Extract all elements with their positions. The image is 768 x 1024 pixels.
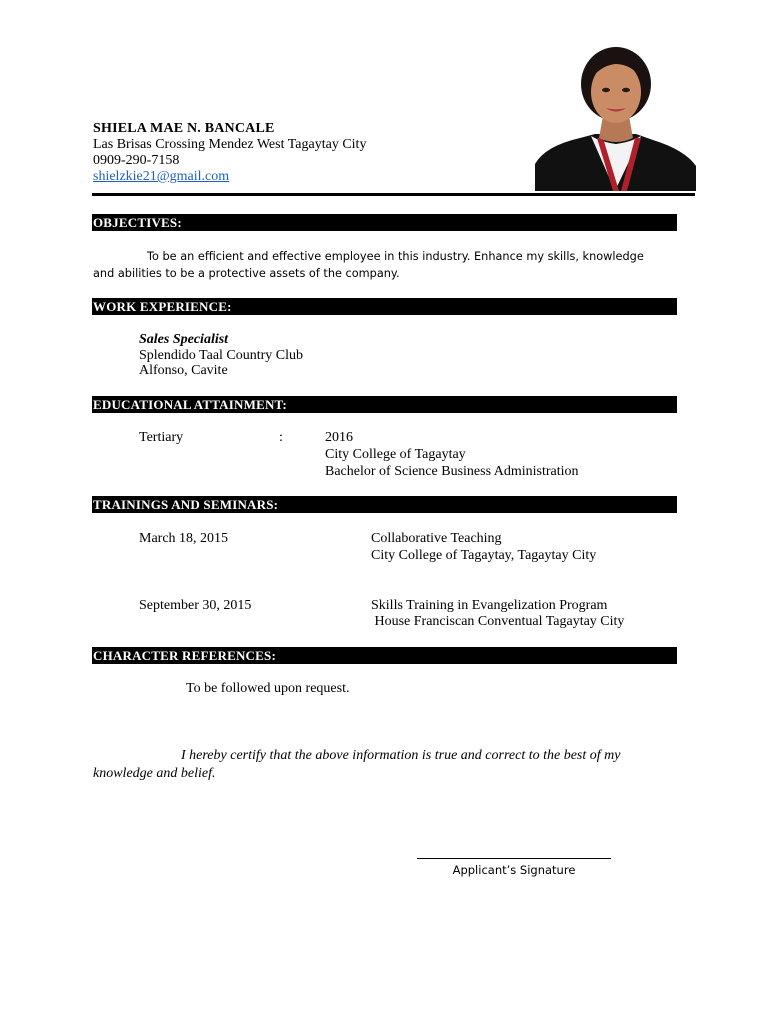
- job-title: Sales Specialist: [139, 332, 229, 347]
- job-company: Splendido Taal Country Club: [139, 348, 304, 363]
- training-date: September 30, 2015: [139, 598, 252, 613]
- education-school: City College of Tagaytay: [325, 447, 466, 462]
- profile-photo: [535, 46, 696, 191]
- objective-text: To be an efficient and effective employee in this industry. Enhance my skills, knowledge and abilities to be a protective assets of the company.: [93, 250, 644, 280]
- section-education: EDUCATIONAL ATTAINMENT:: [92, 396, 677, 413]
- section-objectives: OBJECTIVES:: [92, 214, 677, 231]
- training-date: March 18, 2015: [139, 531, 229, 546]
- training-place: City College of Tagaytay, Tagaytay City: [371, 548, 597, 563]
- section-trainings: TRAININGS AND SEMINARS:: [92, 496, 677, 513]
- signature-line: [417, 858, 611, 859]
- job-location: Alfonso, Cavite: [139, 363, 228, 378]
- references-text: To be followed upon request.: [186, 681, 350, 696]
- phone-number: 0909-290-7158: [93, 153, 180, 168]
- training-title: Skills Training in Evangelization Program: [371, 598, 608, 613]
- education-year: 2016: [325, 430, 353, 445]
- education-level: Tertiary: [139, 430, 184, 445]
- header-divider: [92, 193, 695, 196]
- signature-label: Applicant’s Signature: [452, 863, 576, 877]
- certification-statement: I hereby certify that the above information is true and correct to the best of my knowledge and belief.: [93, 748, 621, 781]
- training-place: House Franciscan Conventual Tagaytay City: [371, 614, 625, 629]
- education-colon: :: [279, 430, 283, 445]
- section-work-experience: WORK EXPERIENCE:: [92, 298, 677, 315]
- training-title: Collaborative Teaching: [371, 531, 502, 546]
- address: Las Brisas Crossing Mendez West Tagaytay City: [93, 137, 367, 152]
- applicant-name: SHIELA MAE N. BANCALE: [93, 121, 275, 136]
- education-course: Bachelor of Science Business Administration: [325, 464, 579, 479]
- email-link[interactable]: shielzkie21@gmail.com: [93, 169, 230, 184]
- section-references: CHARACTER REFERENCES:: [92, 647, 677, 664]
